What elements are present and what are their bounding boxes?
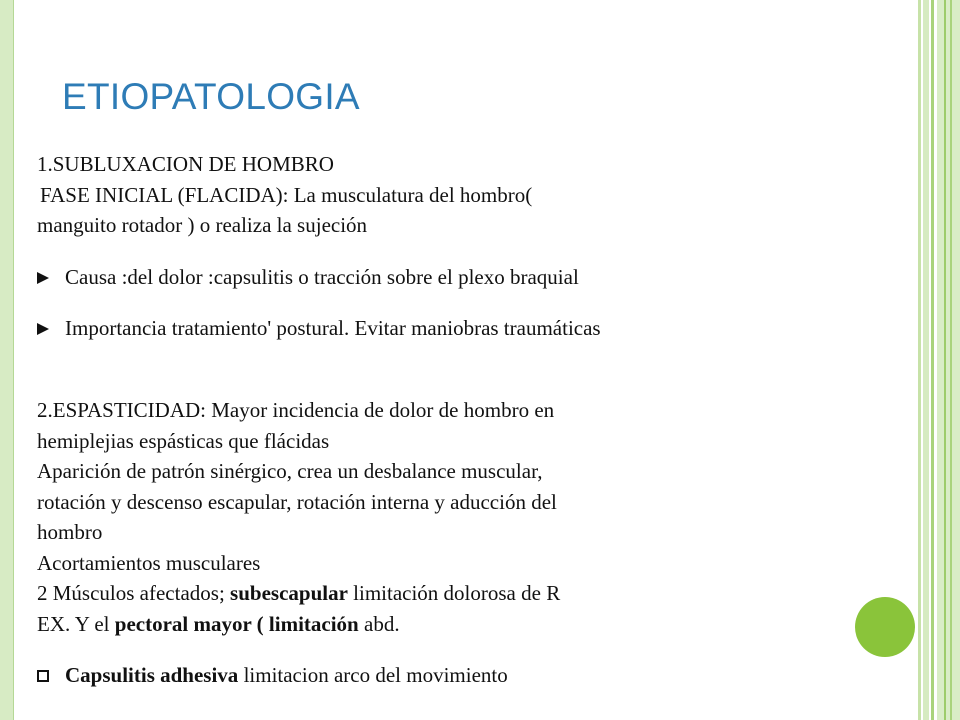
right-frame-stripe (923, 0, 929, 720)
musculos-bold: subescapular (230, 581, 348, 605)
ex-line (37, 609, 737, 640)
ex-bold: pectoral mayor ( limitación (114, 611, 359, 636)
bullet-item-capsulitis (37, 660, 737, 691)
fase-inicial-line: FASE INICIAL (FLACIDA): La musculatura del hombro( (40, 182, 533, 207)
left-frame-stripe (0, 0, 14, 720)
section2-line: hombro (37, 520, 103, 544)
section2-line: rotación y descenso escapular, rotación interna y aducción del (37, 489, 557, 514)
ex-prefix: EX. Y el (37, 611, 115, 636)
capsulitis-suffix: limitacion arco del movimiento (238, 663, 508, 687)
section2-line: hemiplejias espásticas que flácidas (37, 428, 330, 453)
bullet-item-importancia (37, 313, 737, 344)
square-bullet-icon (37, 660, 59, 691)
musculos-suffix: limitación dolorosa de R (347, 581, 561, 605)
ex-suffix: abd. (358, 611, 400, 636)
right-frame-stripe (931, 0, 934, 720)
slide-title: ETIOPATOLOGIA (62, 76, 360, 117)
right-frame-stripe (944, 0, 946, 720)
right-frame-stripe (950, 0, 952, 720)
arrow-bullet-icon (37, 313, 59, 344)
section2-line: Acortamientos musculares (37, 550, 261, 575)
right-frame-stripe (937, 0, 960, 720)
right-frame-stripe (918, 0, 921, 720)
bullet-text: Causa :del dolor :capsulitis o tracción sobre el plexo braquial (65, 264, 579, 289)
capsulitis-bold: Capsulitis adhesiva (65, 663, 239, 687)
musculos-prefix: 2 Músculos afectados; (37, 581, 231, 605)
bullet-text: Importancia tratamiento' postural. Evitar maniobras traumáticas (65, 316, 601, 340)
musculos-line (37, 578, 737, 609)
section2-line: 2.ESPASTICIDAD: Mayor incidencia de dolor de hombro en (37, 398, 555, 422)
slide-body (37, 149, 737, 712)
arrow-bullet-icon (37, 262, 59, 293)
bullet-item-causa (37, 262, 737, 293)
section1-heading: 1.SUBLUXACION DE HOMBRO (37, 152, 334, 176)
decorative-green-circle (855, 597, 915, 657)
section2-line: Aparición de patrón sinérgico, crea un desbalance muscular, (37, 459, 543, 483)
fase-inicial-line-2: manguito rotador ) o realiza la sujeción (37, 213, 368, 237)
paragraph-spacer (37, 365, 737, 396)
